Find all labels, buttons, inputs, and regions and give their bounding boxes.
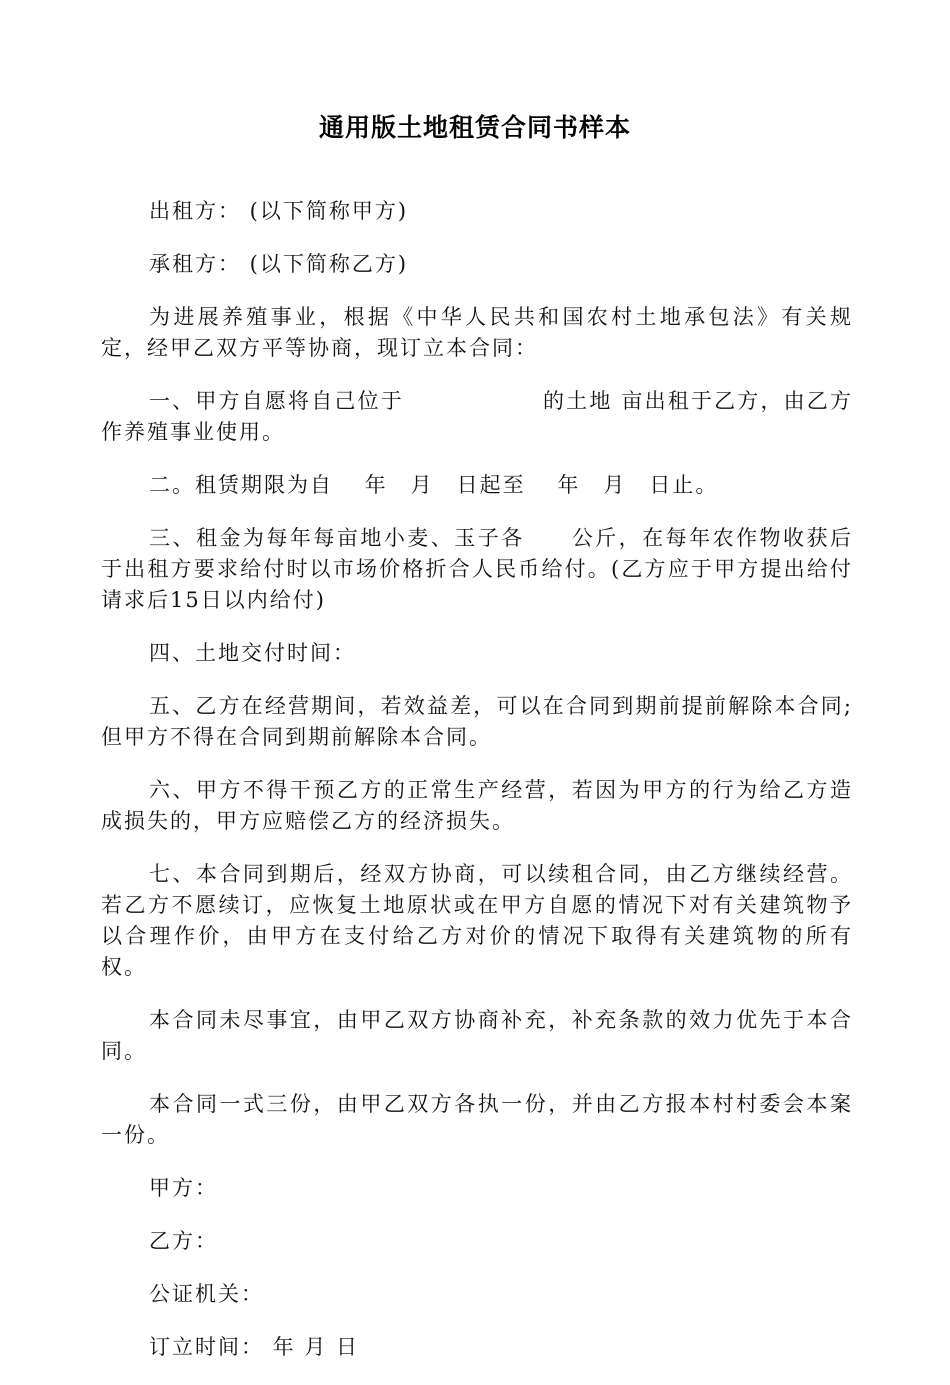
copies-paragraph: 本合同一式三份，由甲乙双方各执一份，并由乙方报本村村委会本案一份。: [101, 1092, 853, 1147]
signing-date: 订立时间： 年 月 日: [149, 1335, 360, 1359]
lessee-line: 承租方： (以下简称乙方): [149, 252, 409, 276]
clause-1: 一、甲方自愿将自己位于 的土地 亩出租于乙方，由乙方作养殖事业使用。: [101, 389, 853, 444]
document-title: 通用版土地租赁合同书样本: [318, 113, 631, 142]
lessor-line: 出租方： (以下简称甲方): [149, 199, 409, 223]
clause-3: 三、租金为每年每亩地小麦、玉子各 公斤，在每年农作物收获后于出租方要求给付时以市场价格折合人民币给付。(乙方应于甲方提出给付请求后15日以内给付): [101, 526, 853, 612]
clause-4: 四、土地交付时间：: [149, 641, 356, 665]
clause-5: 五、乙方在经营期间，若效益差，可以在合同到期前提前解除本合同;但甲方不得在合同到期前解除本合同。: [101, 694, 853, 749]
clause-6: 六、甲方不得干预乙方的正常生产经营，若因为甲方的行为给乙方造成损失的，甲方应赔偿乙方的经济损失。: [101, 778, 853, 833]
supplement-paragraph: 本合同未尽事宜，由甲乙双方协商补充，补充条款的效力优先于本合同。: [101, 1008, 853, 1063]
party-a-signature: 甲方：: [149, 1176, 218, 1200]
notary-signature: 公证机关：: [149, 1282, 264, 1306]
party-b-signature: 乙方：: [149, 1229, 218, 1253]
signature-block: [101, 1173, 853, 1363]
clause-7: 七、本合同到期后，经双方协商，可以续租合同，由乙方继续经营。若乙方不愿续订，应恢复土地原状或在甲方自愿的情况下对有关建筑物予以合理作价，由甲方在支付给乙方对价的情况下取得有关建筑物的所有权。: [101, 862, 853, 979]
clause-2: 二。租赁期限为自 年 月 日起至 年 月 日止。: [149, 473, 719, 497]
document-body: [101, 196, 853, 1385]
preamble-paragraph: 为进展养殖事业，根据《中华人民共和国农村土地承包法》有关规定，经甲乙双方平等协商，现订立本合同：: [101, 305, 853, 360]
